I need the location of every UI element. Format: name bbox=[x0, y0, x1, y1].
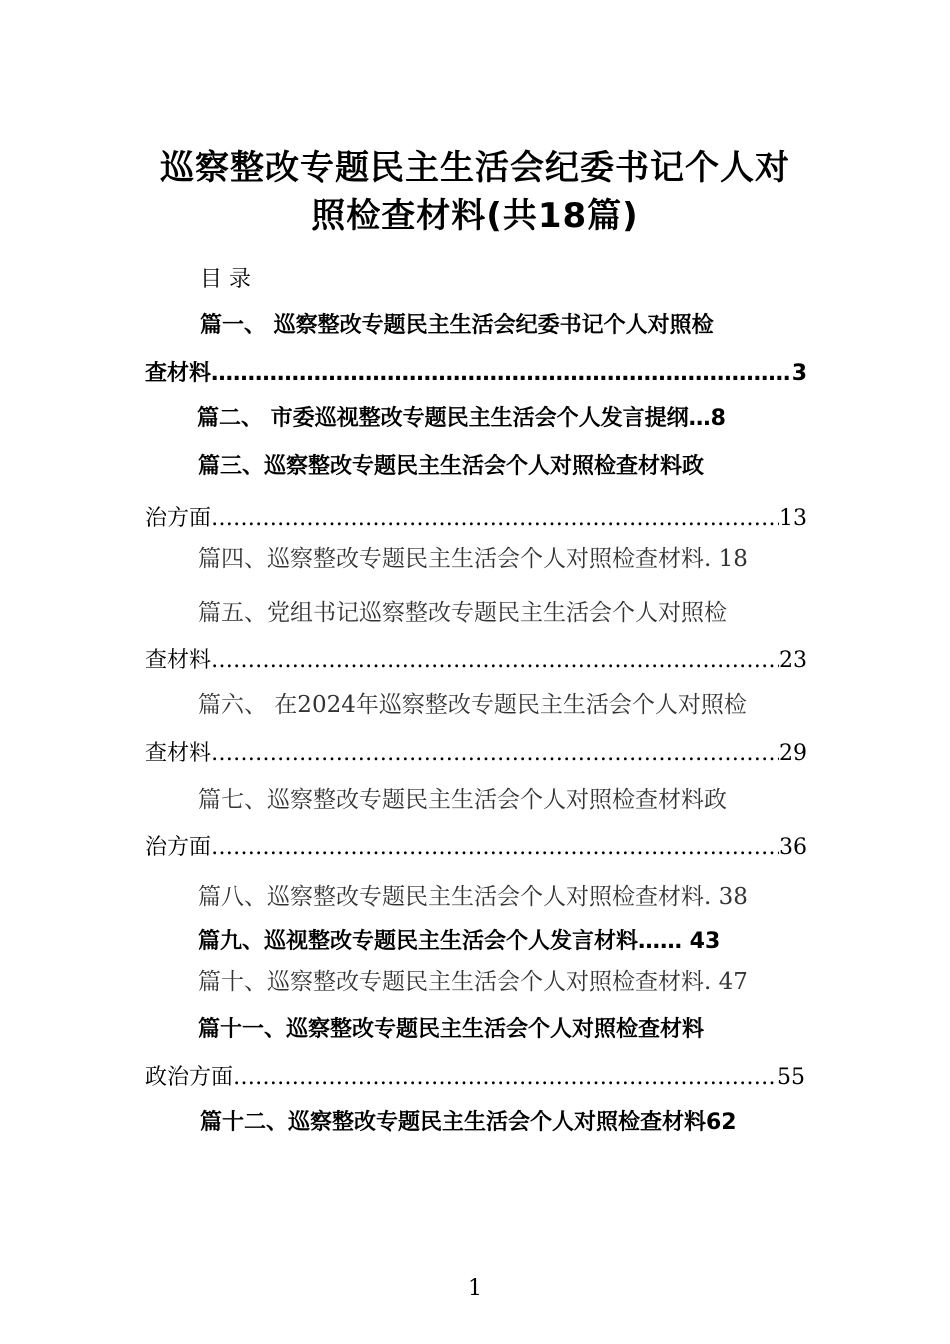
toc-entry-5-line2[interactable] bbox=[145, 644, 807, 678]
toc-entry-2[interactable]: 篇二、 市委巡视整改专题民主生活会个人发言提纲…8 bbox=[197, 406, 726, 431]
toc-page-number: 55 bbox=[777, 1065, 805, 1090]
leader-dots bbox=[211, 737, 779, 771]
toc-entry-11-line1[interactable]: 篇十一、巡察整改专题民主生活会个人对照检查材料 bbox=[198, 1017, 705, 1042]
toc-entry-3-line1[interactable]: 篇三、巡察整改专题民主生活会个人对照检查材料政 bbox=[198, 454, 705, 479]
toc-entry-3-line2[interactable] bbox=[145, 502, 807, 536]
toc-entry-12[interactable]: 篇十二、巡察整改专题民主生活会个人对照检查材料62 bbox=[200, 1110, 737, 1135]
page-number: 1 bbox=[468, 1276, 482, 1301]
leader-dots bbox=[211, 502, 779, 536]
toc-page-number: 13 bbox=[779, 506, 807, 531]
toc-entry-6-line2[interactable] bbox=[145, 737, 807, 771]
toc-entry-5-line1[interactable]: 篇五、党组书记巡察整改专题民主生活会个人对照检 bbox=[198, 600, 727, 626]
toc-entry-10[interactable]: 篇十、巡察整改专题民主生活会个人对照检查材料. 47 bbox=[198, 969, 748, 995]
leader-dots bbox=[233, 1061, 777, 1095]
toc-entry-label: 查材料 bbox=[145, 361, 212, 386]
toc-entry-8[interactable]: 篇八、巡察整改专题民主生活会个人对照检查材料. 38 bbox=[198, 884, 748, 910]
leader-dots bbox=[211, 831, 779, 865]
toc-entry-1-line1[interactable]: 篇一、 巡察整改专题民主生活会纪委书记个人对照检 bbox=[200, 313, 714, 338]
toc-entry-label: 查材料 bbox=[145, 741, 212, 766]
toc-page-number: 23 bbox=[779, 648, 807, 673]
toc-entry-7-line1[interactable]: 篇七、巡察整改专题民主生活会个人对照检查材料政 bbox=[198, 787, 727, 813]
toc-entry-label: 治方面 bbox=[145, 506, 212, 531]
toc-entry-11-line2[interactable] bbox=[145, 1061, 805, 1095]
leader-dots bbox=[211, 644, 779, 678]
toc-entry-label: 政治方面 bbox=[145, 1065, 234, 1090]
toc-page-number: 29 bbox=[779, 741, 807, 766]
toc-page-number: 3 bbox=[791, 361, 807, 386]
toc-page-number: 36 bbox=[779, 835, 807, 860]
toc-entry-6-line1[interactable]: 篇六、 在2024年巡察整改专题民主生活会个人对照检 bbox=[198, 692, 747, 718]
toc-entry-9[interactable]: 篇九、巡视整改专题民主生活会个人发言材料…… 43 bbox=[198, 929, 721, 954]
title-line-2: 照检查材料(共18篇) bbox=[311, 196, 639, 236]
toc-entry-label: 治方面 bbox=[145, 835, 212, 860]
title-line-1: 巡察整改专题民主生活会纪委书记个人对 bbox=[160, 148, 790, 188]
toc-entry-4[interactable]: 篇四、巡察整改专题民主生活会个人对照检查材料. 18 bbox=[198, 546, 748, 572]
toc-entry-label: 查材料 bbox=[145, 648, 212, 673]
leader-dots bbox=[211, 357, 792, 391]
toc-heading: 目 录 bbox=[200, 267, 251, 292]
toc-entry-1-line2[interactable] bbox=[145, 357, 807, 391]
toc-entry-7-line2[interactable] bbox=[145, 831, 807, 865]
